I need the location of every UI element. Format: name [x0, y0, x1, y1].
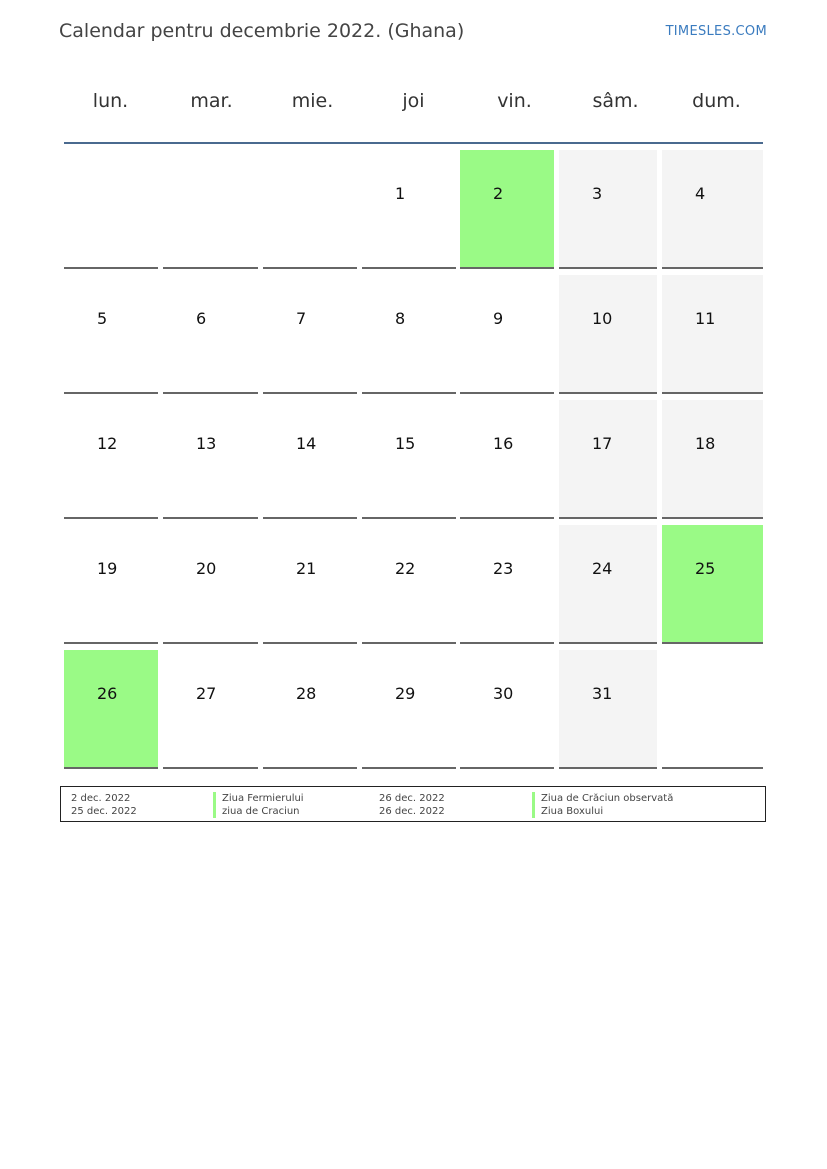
day-number: 25 — [695, 559, 716, 578]
weekday-sat: sâm. — [592, 90, 639, 112]
weekday-mon: lun. — [92, 90, 129, 112]
day-cell[interactable] — [460, 275, 554, 394]
legend-holiday-name: Ziua Fermierului — [213, 792, 304, 805]
day-number: 12 — [97, 434, 118, 453]
day-cell[interactable] — [64, 525, 158, 644]
day-number: 14 — [296, 434, 317, 453]
day-cell[interactable] — [662, 400, 763, 519]
empty-day-cell — [263, 150, 357, 269]
day-cell[interactable] — [163, 650, 258, 769]
day-cell[interactable] — [64, 275, 158, 394]
day-number: 20 — [196, 559, 217, 578]
day-cell[interactable] — [559, 275, 657, 394]
day-cell[interactable] — [163, 275, 258, 394]
legend-date: 26 dec. 2022 — [379, 806, 445, 817]
day-number: 30 — [493, 684, 514, 703]
legend-date: 2 dec. 2022 — [71, 793, 131, 804]
day-cell[interactable] — [163, 400, 258, 519]
day-number: 5 — [97, 309, 108, 328]
legend-date: 25 dec. 2022 — [71, 806, 137, 817]
day-cell[interactable] — [460, 650, 554, 769]
day-cell[interactable] — [559, 650, 657, 769]
day-number: 21 — [296, 559, 317, 578]
empty-day-cell — [163, 150, 258, 269]
day-number: 24 — [592, 559, 613, 578]
day-cell[interactable] — [263, 525, 357, 644]
day-cell[interactable] — [460, 400, 554, 519]
brand-link[interactable]: TIMESLES.COM — [665, 24, 767, 39]
legend-holiday-name: ziua de Craciun — [213, 805, 300, 818]
weekday-wed: mie. — [291, 90, 334, 112]
day-cell[interactable] — [460, 525, 554, 644]
day-number: 1 — [395, 184, 406, 203]
weekday-tue: mar. — [190, 90, 233, 112]
day-number: 7 — [296, 309, 307, 328]
weekday-fri: vin. — [497, 90, 532, 112]
day-cell[interactable] — [163, 525, 258, 644]
day-number: 17 — [592, 434, 613, 453]
day-number: 4 — [695, 184, 706, 203]
day-cell[interactable] — [662, 150, 763, 269]
day-number: 29 — [395, 684, 416, 703]
empty-day-cell — [64, 150, 158, 269]
day-number: 9 — [493, 309, 504, 328]
day-cell[interactable] — [64, 400, 158, 519]
day-cell[interactable] — [362, 275, 456, 394]
legend-holiday-name: Ziua Boxului — [532, 805, 603, 818]
day-cell[interactable] — [263, 400, 357, 519]
day-number: 18 — [695, 434, 716, 453]
day-cell[interactable] — [362, 150, 456, 269]
day-cell[interactable] — [460, 150, 554, 269]
day-cell[interactable] — [263, 275, 357, 394]
day-cell[interactable] — [559, 400, 657, 519]
day-number: 22 — [395, 559, 416, 578]
day-cell[interactable] — [559, 150, 657, 269]
day-number: 11 — [695, 309, 716, 328]
day-number: 26 — [97, 684, 118, 703]
weekday-thu: joi — [402, 90, 425, 112]
page-title: Calendar pentru decembrie 2022. (Ghana) — [59, 20, 465, 42]
day-number: 13 — [196, 434, 217, 453]
day-cell[interactable] — [662, 525, 763, 644]
day-cell[interactable] — [559, 525, 657, 644]
day-number: 23 — [493, 559, 514, 578]
day-cell[interactable] — [362, 400, 456, 519]
day-number: 28 — [296, 684, 317, 703]
day-number: 15 — [395, 434, 416, 453]
day-number: 27 — [196, 684, 217, 703]
day-number: 3 — [592, 184, 603, 203]
day-number: 16 — [493, 434, 514, 453]
day-number: 2 — [493, 184, 504, 203]
day-cell[interactable] — [362, 525, 456, 644]
day-cell[interactable] — [362, 650, 456, 769]
day-number: 10 — [592, 309, 613, 328]
empty-day-cell — [662, 650, 763, 769]
day-number: 6 — [196, 309, 207, 328]
weekday-sun: dum. — [692, 90, 741, 112]
legend-holiday-name: Ziua de Crăciun observată — [532, 792, 673, 805]
day-cell[interactable] — [64, 650, 158, 769]
day-number: 31 — [592, 684, 613, 703]
day-number: 19 — [97, 559, 118, 578]
day-cell[interactable] — [263, 650, 357, 769]
holiday-legend — [60, 786, 766, 822]
day-cell[interactable] — [662, 275, 763, 394]
day-number: 8 — [395, 309, 406, 328]
legend-date: 26 dec. 2022 — [379, 793, 445, 804]
